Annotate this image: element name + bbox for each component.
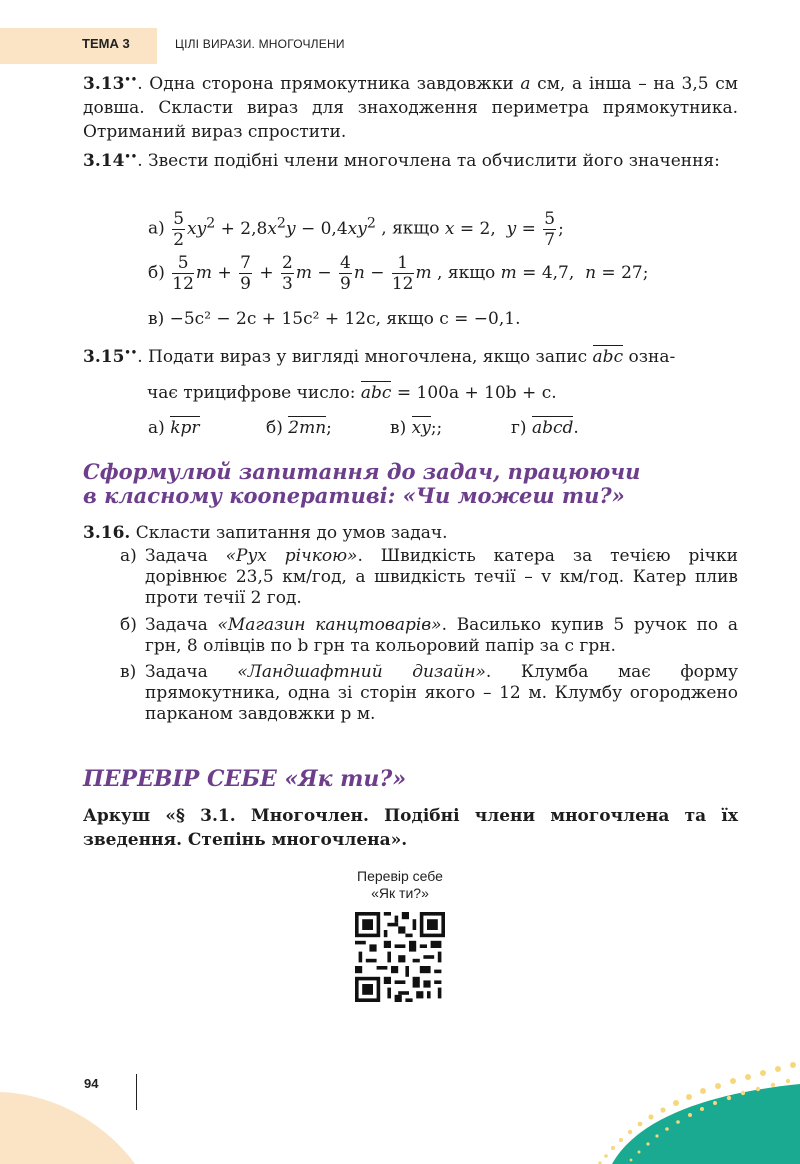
task-3-13 — [83, 72, 738, 144]
formula-rhs: = 100a + 10b + c. — [396, 383, 557, 403]
theme-label: ТЕМА 3 — [82, 36, 130, 51]
task-text-2: см, а інша – на 3,5 см довша. Скласти вираз для знаходження периметра прямокутника. Отриманий вираз спростити. — [83, 74, 738, 142]
item-label: в) — [120, 662, 137, 682]
task-3-14-a — [148, 200, 564, 252]
page-number: 94 — [84, 1076, 99, 1091]
task-text-3: чає трицифрове число: — [147, 383, 356, 403]
check-heading: ПЕРЕВІР СЕБЕ «Як ти?» — [83, 766, 407, 792]
item-label: б) — [148, 263, 165, 283]
item-g: г) abcd. — [511, 418, 579, 438]
task-3-16 — [83, 521, 448, 545]
item-label: б) — [120, 615, 137, 635]
coop-heading-1: Сформулюй запитання до задач, працюючи — [83, 459, 641, 484]
coop-heading-2: в класному кооперативі: «Чи можеш ти?» — [83, 483, 625, 508]
task-3-14-b — [148, 250, 648, 296]
chapter-title: ЦІЛІ ВИРАЗИ. МНОГОЧЛЕНИ — [175, 37, 345, 51]
worksheet-title: Аркуш «§ 3.1. Многочлен. Подібні члени многочлена та їх зведення. Степінь многочлена». — [83, 806, 738, 850]
item-a: а) kpr — [148, 418, 200, 438]
difficulty-dots: •• — [124, 347, 138, 359]
difficulty-dots: •• — [124, 151, 138, 163]
task-3-14 — [83, 149, 738, 173]
item-b: б) 2mn; — [266, 418, 332, 438]
qr-caption-1: Перевір себе — [357, 868, 443, 884]
condition-values-b: m = 4,7, n = 27; — [500, 263, 649, 283]
expression-v: −5c² − 2c + 15c² + 12c, якщо c = −0,1. — [169, 309, 521, 329]
item-label: а) — [148, 218, 165, 239]
item-v: в) xy;; — [390, 418, 443, 438]
expression-a: $\frac{5}{2}$ $xy^2 + 2,8x^2y - 0,4xy^2$ — [173, 208, 376, 250]
corner-decoration — [0, 1044, 800, 1164]
task-number: 3.14 — [83, 151, 125, 171]
qr-caption-2: «Як ти?» — [371, 885, 429, 901]
task-3-15-line1 — [83, 345, 675, 369]
problem-name: «Магазин канцтоварів» — [217, 615, 442, 635]
task-3-16-v: в) Задача «Ландшафтний дизайн». Клумба має форму прямокутника, одна зі сторін якого – 12 м. Клумбу огороджено парканом завдовжки p м. — [120, 662, 739, 724]
header-tab — [0, 28, 157, 64]
qr-code[interactable] — [355, 912, 445, 1002]
var-a: a — [520, 74, 531, 94]
task-number: 3.13 — [83, 74, 125, 94]
condition-text: , якщо — [381, 218, 440, 239]
item-label: в) — [148, 309, 165, 329]
abc-notation: abc — [592, 347, 624, 367]
abc-notation: abc — [360, 383, 392, 403]
task-text: . Подати вираз у вигляді многочлена, якщо запис — [137, 347, 588, 367]
condition-text: , якщо — [437, 263, 496, 283]
expression-b: $\frac{5}{12}$ m + $\frac{7}{9}$ + $\frac{2}{3}$ m − $\frac{4}{9}$ n − $\frac{1}{12}$ m — [172, 253, 432, 294]
item-label: а) — [120, 546, 137, 566]
task-text: . Звести подібні члени многочлена та обчислити його значення: — [137, 151, 720, 171]
task-number: 3.15 — [83, 347, 125, 367]
task-3-14-v — [148, 307, 520, 331]
task-number: 3.16. — [83, 523, 131, 543]
task-text: . Одна сторона прямокутника завдовжки — [137, 74, 514, 94]
difficulty-dots: •• — [124, 74, 138, 86]
problem-name: «Рух річкою» — [225, 546, 358, 566]
condition-values-a: x = 2, y = $\frac{5}{7}$ ; — [444, 208, 564, 250]
task-3-15-line2 — [147, 381, 557, 405]
problem-name: «Ландшафтний дизайн» — [237, 662, 486, 682]
task-3-16-a: а) Задача «Рух річкою». Швидкість катера за течією річки дорівнює 23,5 км/год, а швидкість течії – v км/год. Катер плив проти течії 2 год. — [120, 546, 739, 608]
task-text-2: озна- — [628, 347, 676, 367]
task-3-16-b: б) Задача «Магазин канцтоварів». Василько купив 5 ручок по a грн, 8 олівців по b грн та кольоровий папір за c грн. — [120, 615, 738, 656]
task-text: Скласти запитання до умов задач. — [135, 523, 448, 543]
